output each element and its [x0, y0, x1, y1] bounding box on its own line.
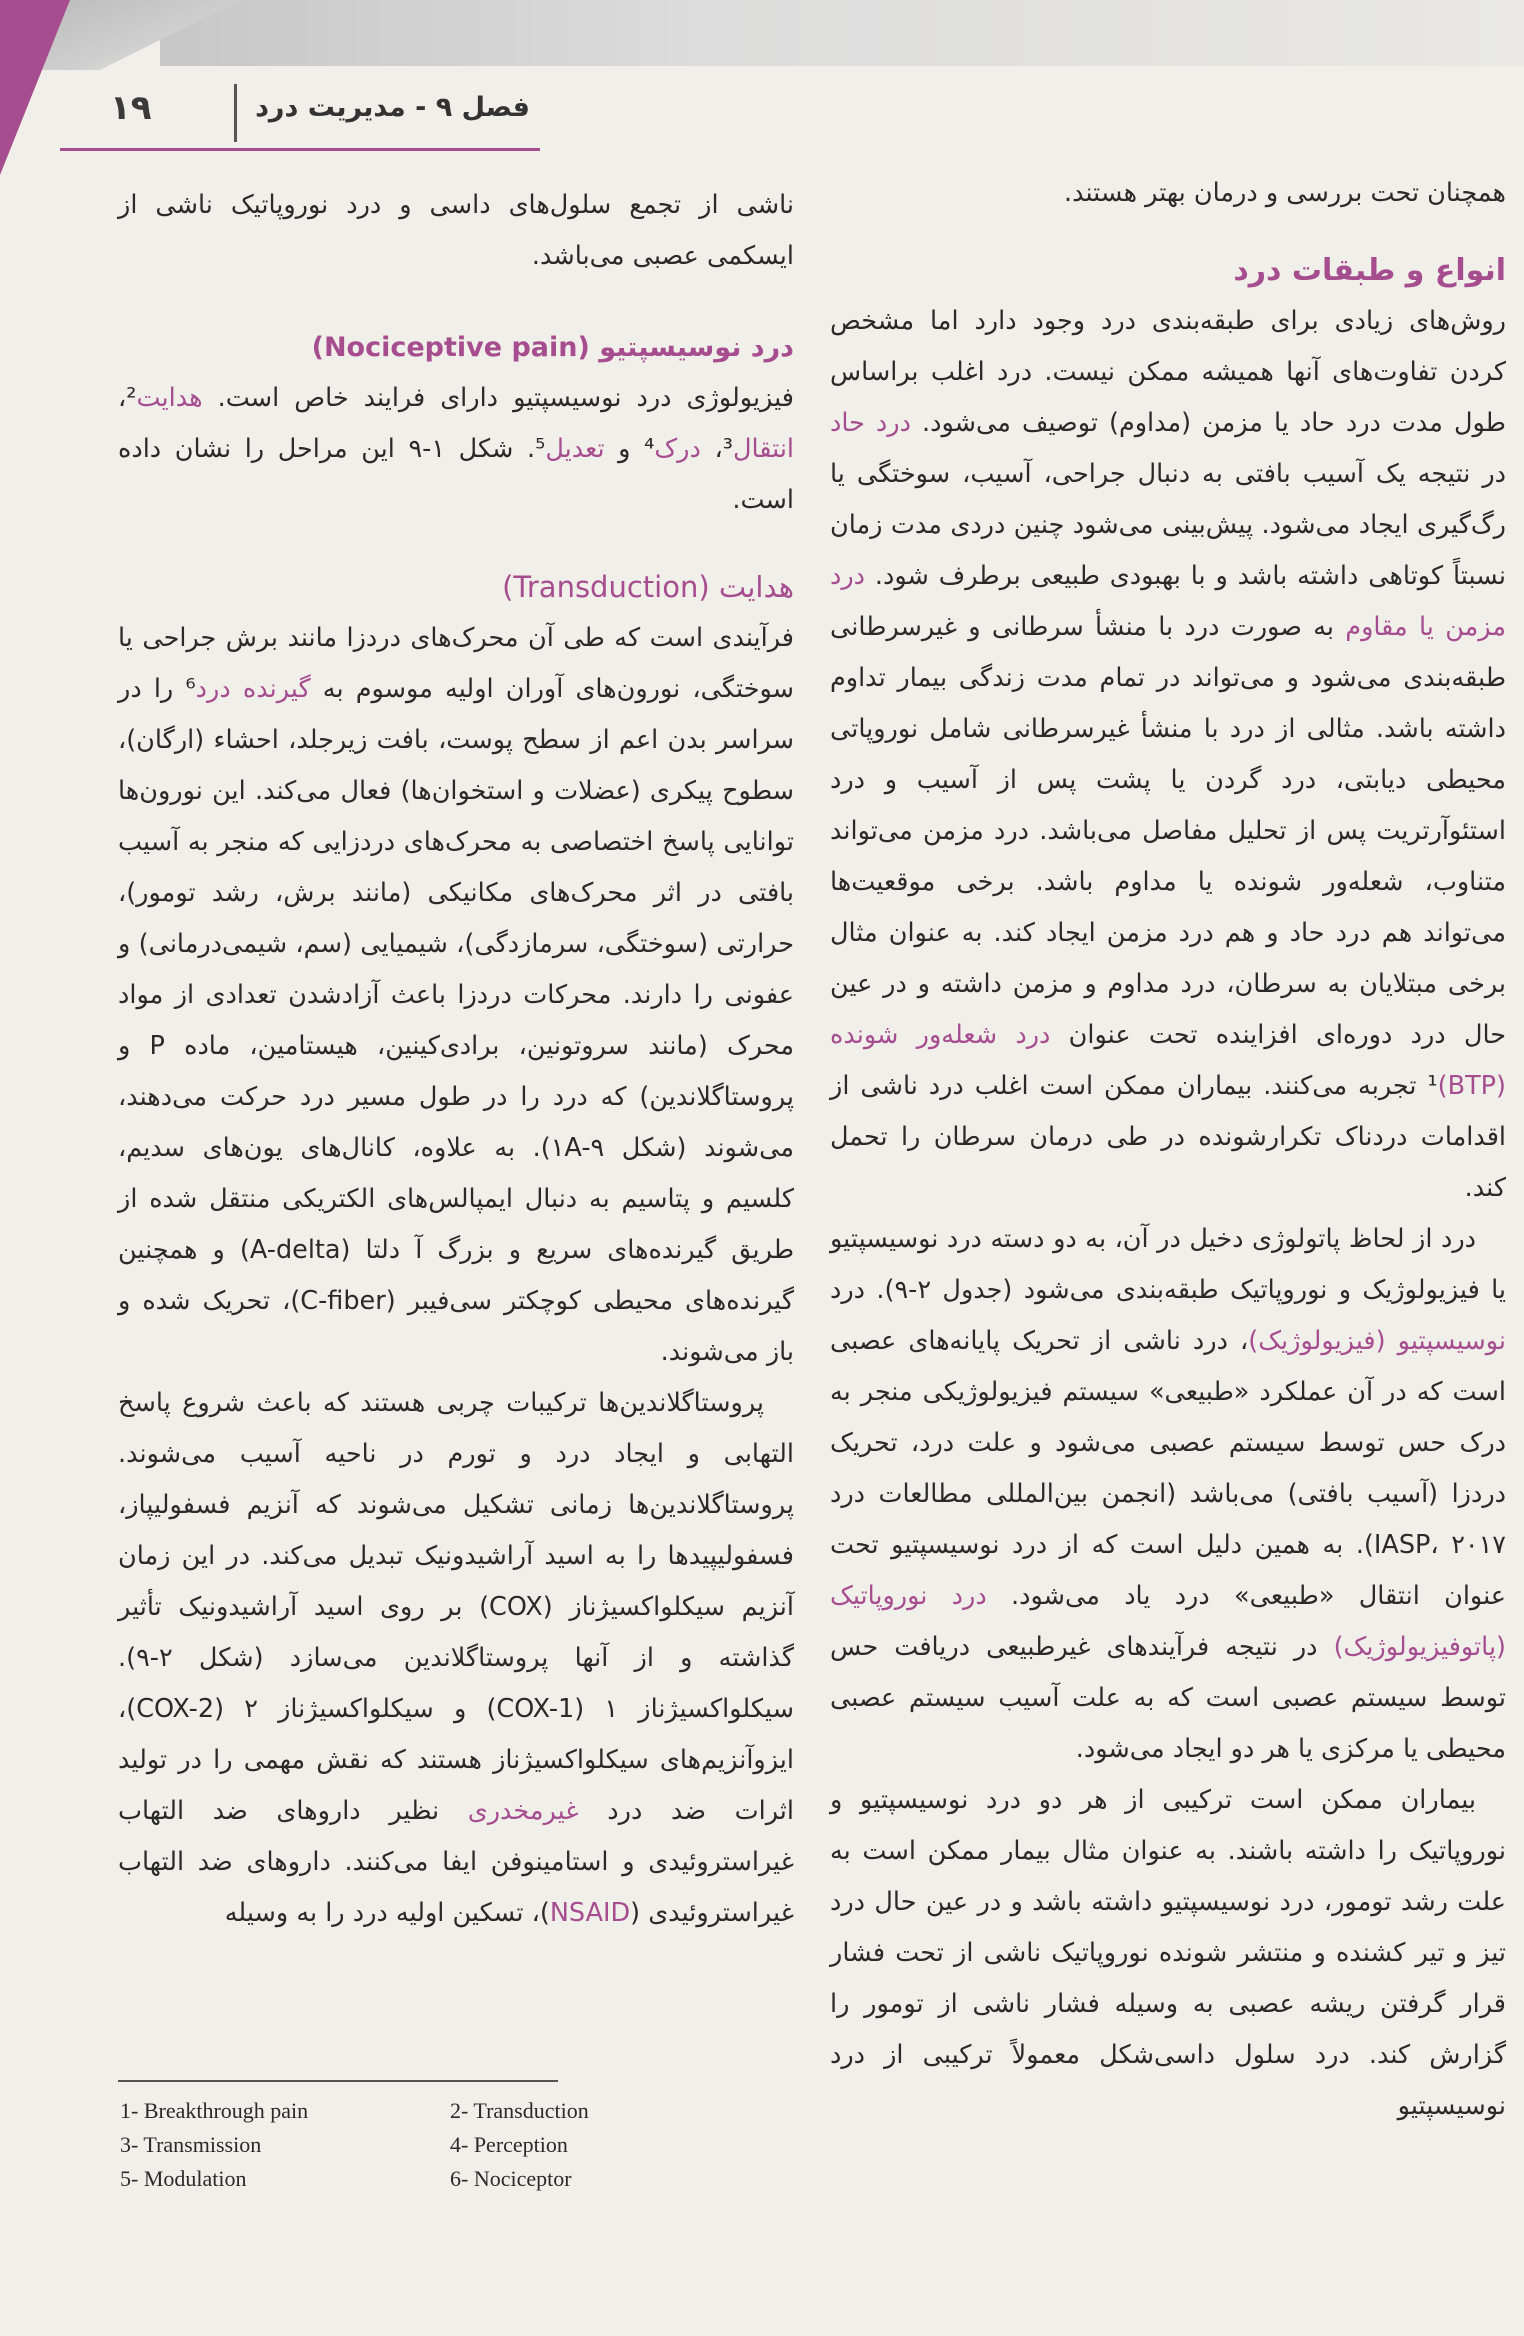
right-column — [830, 168, 1506, 2132]
term-transmission: انتقال — [732, 434, 795, 464]
term-acute-pain: درد حاد — [830, 408, 911, 438]
term-modulation: تعدیل — [545, 434, 605, 464]
right-paragraph-2 — [830, 1214, 1506, 1775]
footnote-6: 6- Nociceptor — [450, 2166, 572, 2191]
term-chronic-pain: درد مزمن یا مقاوم — [830, 561, 1506, 642]
left-paragraph-2 — [118, 613, 794, 1378]
page-number: ۱۹ — [110, 88, 152, 128]
text-run: ⁴ و — [604, 434, 655, 464]
left-paragraph-3 — [118, 1378, 794, 1939]
term-breakthrough-pain: درد شعله‌ور شونده (BTP) — [830, 1020, 1506, 1101]
header-divider — [234, 84, 237, 142]
text-run: ¹ تجربه می‌کنند. بیماران ممکن است اغلب درد ناشی از اقدامات دردناک تکرارشونده در طی درمان سرطان را تحمل کند. — [830, 1071, 1506, 1203]
term-non-opioid: غیرمخدری — [467, 1796, 579, 1826]
nociceptive-heading: درد نوسیسپتیو (Nociceptive pain) — [311, 332, 794, 363]
left-column — [118, 180, 794, 1939]
term-neuropathic: درد نوروپاتیک (پاتوفیزیولوژیک) — [830, 1581, 1506, 1662]
text-run: درد از لحاظ پاتولوژی دخیل در آن، به دو دسته درد نوسیسپتیو یا فیزیولوژیک و نوروپاتیک طبقه‌بندی می‌شود (جدول ۲-۹). درد — [830, 1224, 1507, 1305]
text-run: ⁵. شکل ۱-۹ این مراحل را نشان داده است. — [118, 434, 794, 515]
footnote-5: 5- Modulation — [120, 2166, 247, 2191]
footnote-2: 2- Transduction — [450, 2098, 589, 2123]
text-run: فیزیولوژی درد نوسیسپتیو دارای فرایند خاص است. — [202, 383, 794, 413]
header-band — [160, 0, 1524, 66]
text-run: ²، — [118, 383, 137, 413]
left-paragraph-1 — [118, 373, 794, 526]
text-run: نظیر داروهای ضد التهاب غیراستروئیدی و استامینوفن ایفا می‌کنند. داروهای ضد التهاب غیراستروئیدی ( — [118, 1796, 794, 1928]
right-paragraph-1 — [830, 296, 1506, 1214]
term-perception: درک — [654, 434, 701, 464]
footnote-1: 1- Breakthrough pain — [120, 2098, 309, 2123]
footnote-3: 3- Transmission — [120, 2132, 262, 2157]
text-run: در نتیجه یک آسیب بافتی به دنبال جراحی، آسیب، سوختگی یا رگ‌گیری ایجاد می‌شود. پیش‌بینی می‌شود چنین دردی مدت زمان نسبتاً کوتاهی داشته باشد و با بهبودی طبیعی برطرف شود. — [830, 459, 1506, 591]
footnotes — [120, 2094, 680, 2196]
header-rule — [60, 148, 540, 151]
text-run: )، تسکین اولیه درد را به وسیله — [224, 1898, 550, 1928]
footnote-rule — [118, 2080, 558, 2082]
term-transduction: هدایت — [136, 383, 203, 413]
term-nociceptive: نوسیسپتیو (فیزیولوژیک) — [1248, 1326, 1507, 1356]
footnote-4: 4- Perception — [450, 2132, 568, 2157]
left-intro: ناشی از تجمع سلول‌های داسی و درد نوروپاتیک ناشی از ایسکمی عصبی می‌باشد. — [118, 190, 794, 271]
text-run: ، درد ناشی از تحریک پایانه‌های عصبی است که در آن عملکرد «طبیعی» سیستم فیزیولوژیکی منجر به درک حس توسط سیستم عصبی می‌شود و علت درد، تحریک دردزا (آسیب بافتی) می‌باشد (انجمن بین‌المللی مطالعات درد IASP، ۲۰۱۷). به همین دلیل است که از درد نوسیسپتیو تحت عنوان انتقال «طبیعی» درد یاد می‌شود. — [830, 1326, 1506, 1611]
section-heading: انواع و طبقات درد — [1233, 253, 1506, 288]
right-paragraph-3: بیماران ممکن است ترکیبی از هر دو درد نوسیسپتیو و نوروپاتیک را داشته باشند. به عنوان مثال بیمار ممکن است به علت رشد تومور، درد نوسیسپتیو داشته باشد و در عین حال درد تیز و تیر کشنده و منتشر شونده نوروپاتیک ناشی از تحت فشار قرار گرفتن ریشه عصبی به وسیله فشار ناشی از تومور را گزارش کند. درد سلول داسی‌شکل معمولاً ترکیبی از درد نوسیسپتیو — [830, 1785, 1506, 2121]
right-intro: همچنان تحت بررسی و درمان بهتر هستند. — [1063, 178, 1506, 208]
transduction-subheading: هدایت (Transduction) — [502, 570, 794, 604]
text-run: ³، — [700, 434, 733, 464]
chapter-title: فصل ۹ - مدیریت درد — [255, 92, 530, 123]
text-run: فرآیندی است که طی آن محرک‌های دردزا مانند برش جراحی یا سوختگی، نورون‌های آوران اولیه موسوم به — [118, 623, 794, 704]
text-run: پروستاگلاندین‌ها ترکیبات چربی هستند که باعث شروع پاسخ التهابی و ایجاد درد و تورم در ناحیه آسیب می‌شوند. پروستاگلاندین‌ها زمانی تشکیل می‌شوند که آنزیم فسفولیپاز، فسفولیپیدها را به اسید آراشیدونیک تبدیل می‌کند. در این زمان آنزیم سیکلواکسیژناز (COX) بر روی اسید آراشیدونیک تأثیر گذاشته و از آنها پروستاگلاندین می‌سازد (شکل ۲-۹). سیکلواکسیژناز ۱ (COX-1) و سیکلواکسیژناز ۲ (COX-2)، ایزوآنزیم‌های سیکلواکسیژناز هستند که نقش مهمی را در تولید اثرات ضد درد — [118, 1388, 794, 1826]
term-nsaid: NSAID — [549, 1898, 631, 1928]
text-run: در نتیجه فرآیندهای غیرطبیعی دریافت حس توسط سیستم عصبی است که به علت آسیب سیستم عصبی محیطی یا مرکزی یا هر دو ایجاد می‌شود. — [830, 1632, 1506, 1764]
term-nociceptor: گیرنده درد — [195, 674, 311, 704]
text-run: ⁶ را در سراسر بدن اعم از سطح پوست، بافت زیرجلد، احشاء (ارگان)، سطوح پیکری (عضلات و استخوان‌ها) فعال می‌کند. این نورون‌ها توانایی پاسخ اختصاصی به محرک‌های دردزایی که منجر به آسیب بافتی در اثر محرک‌های مکانیکی (مانند برش، رشد تومور)، حرارتی (سوختگی، سرمازدگی)، شیمیایی (سم، شیمی‌درمانی) و عفونی را دارند. محرکات دردزا باعث آزادشدن تعدادی از مواد محرک (مانند سروتونین، برادی‌کینین، هیستامین، ماده P و پروستاگلاندین) که درد را در طول مسیر درد حرکت می‌دهند، می‌شوند (شکل ۱A-۹). به علاوه، کانال‌های یون‌های سدیم، کلسیم و پتاسیم به دنبال ایمپالس‌های الکتریکی منتقل شده از طریق گیرنده‌های سریع و بزرگ آ دلتا (A-delta) و همچنین گیرنده‌های محیطی کوچکتر سی‌فیبر (C-fiber)، تحریک شده و باز می‌شوند. — [118, 674, 795, 1367]
text-run: به صورت درد با منشأ سرطانی و غیرسرطانی طبقه‌بندی می‌شود و می‌تواند در تمام مدت زندگی بیمار تداوم داشته باشد. مثالی از درد با منشأ غیرسرطانی شامل نوروپاتی محیطی دیابتی، درد گردن یا پشت پس از آسیب و درد استئوآرتریت پس از تحلیل مفاصل می‌باشد. درد مزمن می‌تواند متناوب، شعله‌ور شونده یا مداوم باشد. برخی موقعیت‌ها می‌تواند هم درد حاد و هم درد مزمن ایجاد کند. به عنوان مثال برخی مبتلایان به سرطان، درد مداوم و مزمن داشته و در عین حال درد دوره‌ای افزاینده تحت عنوان — [830, 612, 1506, 1050]
text-run: روش‌های زیادی برای طبقه‌بندی درد وجود دارد اما مشخص کردن تفاوت‌های آنها همیشه ممکن نیست. درد اغلب براساس طول مدت درد حاد یا مزمن (مداوم) توصیف می‌شود. — [830, 306, 1506, 438]
